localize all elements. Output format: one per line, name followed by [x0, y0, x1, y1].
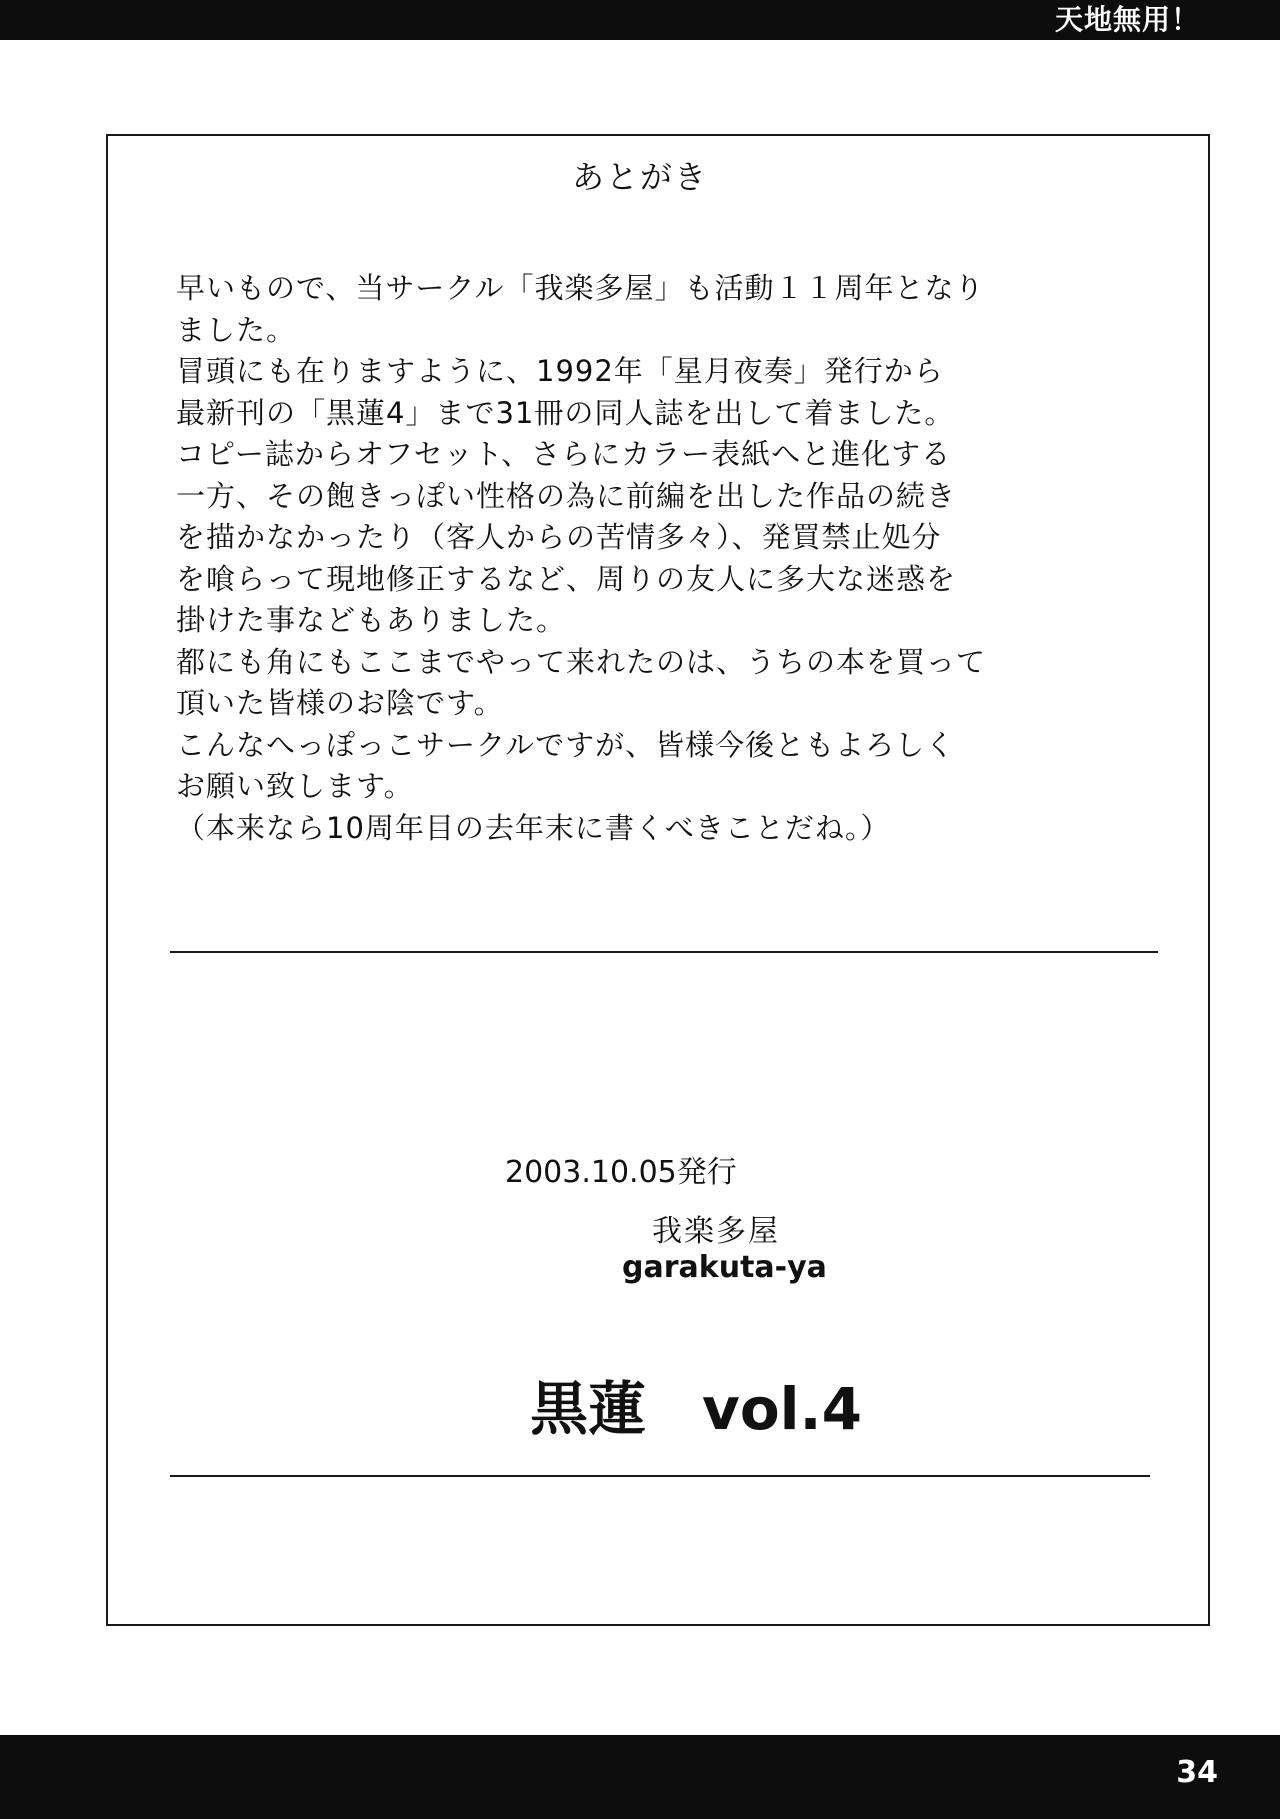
- afterword-line: コピー誌からオフセット、さらにカラー表紙へと進化する: [176, 437, 952, 471]
- book-title: [530, 1362, 862, 1446]
- afterword-line: 冒頭にも在りますように、1992年「星月夜奏」発行から: [176, 354, 944, 388]
- afterword-line: ました。: [176, 312, 297, 347]
- header-bar: [0, 0, 1280, 40]
- afterword-line: を喰らって現地修正するなど、周りの友人に多大な迷惑を: [176, 561, 957, 596]
- afterword-line: こんなへっぽっこサークルですが、皆様今後ともよろしく: [176, 727, 956, 762]
- page-number: 34: [1176, 1755, 1218, 1790]
- afterword-line: 一方、その飽きっぽい性格の為に前編を出した作品の続き: [176, 478, 957, 513]
- publication-date: 2003.10.05発行: [505, 1155, 737, 1190]
- series-title: 天地無用！: [1054, 3, 1200, 36]
- afterword-line: 掛けた事などもありました。: [176, 603, 567, 637]
- footer-bar: [0, 1735, 1280, 1819]
- afterword-title: あとがき: [571, 158, 708, 196]
- afterword-line: 頂いた皆様のお陰です。: [176, 686, 504, 720]
- afterword-line: お願い致します。: [176, 769, 414, 803]
- afterword-body: [176, 268, 1156, 849]
- afterword-line: を描かなかったり（客人からの苦情多々）、発買禁止処分: [176, 520, 942, 554]
- section-divider: [170, 951, 1158, 953]
- circle-name: 我楽多屋: [652, 1214, 780, 1249]
- afterword-line: （本来なら10周年目の去年末に書くべきことだね。）: [176, 810, 891, 845]
- afterword-line: 早いもので、当サークル「我楽多屋」も活動１１周年となり: [176, 271, 985, 305]
- afterword-line: 最新刊の「黒蓮4」まで31冊の同人誌を出して着ました。: [176, 395, 955, 430]
- book-volume: vol.4: [702, 1375, 862, 1443]
- circle-name-romaji: garakuta-ya: [622, 1250, 827, 1285]
- afterword-line: 都にも角にもここまでやって来れたのは、うちの本を買って: [176, 644, 987, 679]
- colophon-divider: [170, 1475, 1150, 1477]
- book-title-name: 黒蓮: [530, 1375, 647, 1443]
